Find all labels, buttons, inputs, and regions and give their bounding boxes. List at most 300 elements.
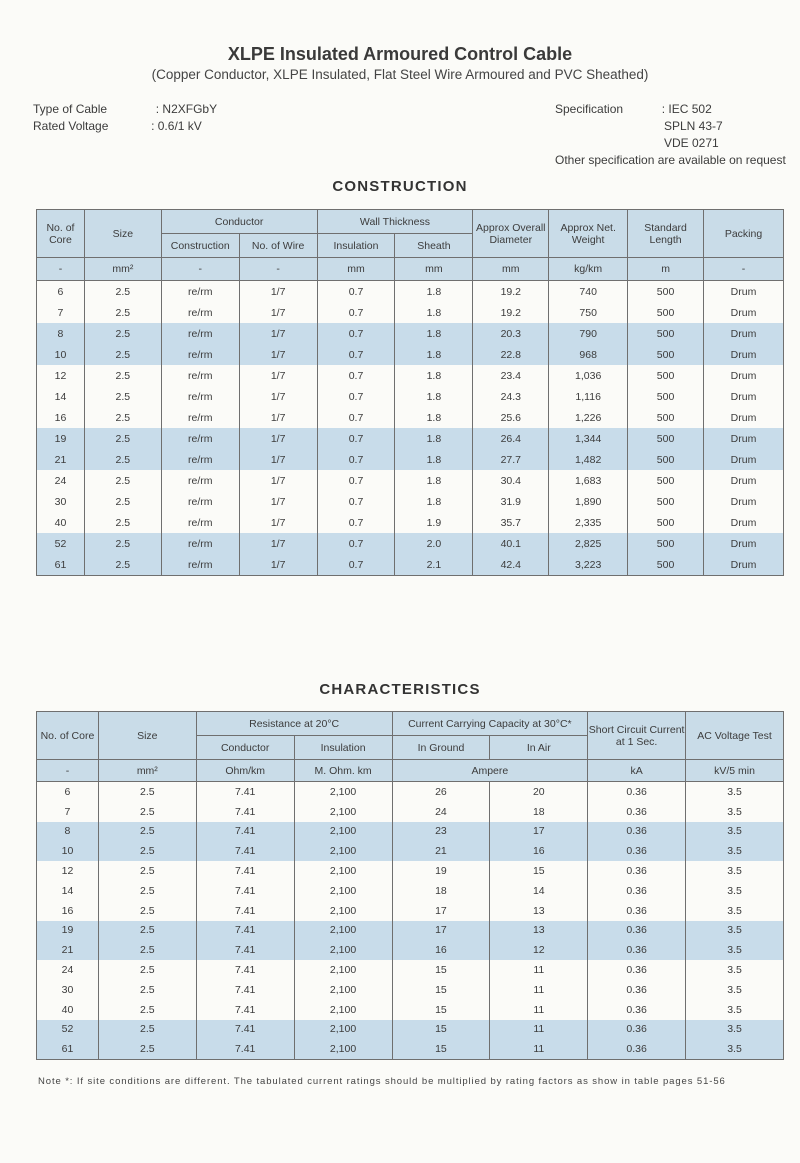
table-cell: Drum	[704, 407, 784, 428]
table-cell: 15	[490, 861, 588, 881]
table-cell: 1.8	[395, 407, 473, 428]
table-cell: 11	[490, 960, 588, 980]
col-group-conductor: Conductor	[161, 210, 317, 234]
table-cell: 2.5	[84, 407, 161, 428]
table-cell: 19	[37, 921, 99, 941]
table-cell: 500	[628, 344, 704, 365]
table-cell: 42.4	[473, 554, 549, 576]
table-row	[37, 428, 784, 449]
unit-current: Ampere	[392, 760, 588, 782]
unit-no-of-core: -	[37, 760, 99, 782]
col-no-of-wire: No. of Wire	[239, 234, 317, 258]
table-cell: 27.7	[473, 449, 549, 470]
table-cell: 10	[37, 841, 99, 861]
table-cell: 20	[490, 782, 588, 802]
col-insulation: Insulation	[294, 736, 392, 760]
table-cell: Drum	[704, 281, 784, 303]
table-cell: 1.8	[395, 449, 473, 470]
table-cell: 14	[37, 386, 85, 407]
table-cell: 2,825	[549, 533, 628, 554]
col-short-circuit: Short Circuit Current at 1 Sec.	[588, 712, 686, 760]
table-row	[37, 386, 784, 407]
table-cell: 0.36	[588, 782, 686, 802]
table-cell: 3.5	[686, 980, 784, 1000]
unit-conductor: Ohm/km	[196, 760, 294, 782]
table-cell: 0.7	[317, 554, 395, 576]
table-cell: 61	[37, 1039, 99, 1059]
table-cell: 18	[392, 881, 490, 901]
table-cell: 0.7	[317, 386, 395, 407]
table-cell: 3.5	[686, 841, 784, 861]
table-cell: 0.7	[317, 533, 395, 554]
table-cell: 0.7	[317, 512, 395, 533]
table-cell: 1.8	[395, 323, 473, 344]
table-cell: 790	[549, 323, 628, 344]
table-cell: 3.5	[686, 861, 784, 881]
table-cell: 1,683	[549, 470, 628, 491]
col-packing: Packing	[704, 210, 784, 258]
table-cell: 500	[628, 365, 704, 386]
table-cell: 2,100	[294, 980, 392, 1000]
table-cell: 500	[628, 281, 704, 303]
table-cell: Drum	[704, 449, 784, 470]
table-cell: 2.5	[84, 512, 161, 533]
unit-ac-voltage: kV/5 min	[686, 760, 784, 782]
table-cell: 40	[37, 1000, 99, 1020]
table-cell: Drum	[704, 344, 784, 365]
table-cell: 0.36	[588, 980, 686, 1000]
unit-sheath: mm	[395, 258, 473, 281]
table-cell: 2.5	[98, 921, 196, 941]
col-length: Standard Length	[628, 210, 704, 258]
table-row	[37, 822, 784, 842]
table-cell: 0.7	[317, 449, 395, 470]
table-cell: 500	[628, 323, 704, 344]
table-cell: 500	[628, 302, 704, 323]
table-row	[37, 1020, 784, 1040]
table-cell: 0.36	[588, 1000, 686, 1020]
table-cell: 1.8	[395, 428, 473, 449]
table-cell: 7.41	[196, 1039, 294, 1059]
table-cell: 2.5	[84, 491, 161, 512]
table-cell: re/rm	[161, 407, 239, 428]
col-insulation: Insulation	[317, 234, 395, 258]
table-cell: 2.5	[98, 1000, 196, 1020]
table-cell: 30	[37, 491, 85, 512]
table-cell: 7.41	[196, 881, 294, 901]
table-cell: 7.41	[196, 1000, 294, 1020]
table-cell: 24	[392, 802, 490, 822]
table-cell: 2.5	[84, 365, 161, 386]
table-cell: 7.41	[196, 841, 294, 861]
table-row	[37, 901, 784, 921]
table-row	[37, 881, 784, 901]
table-cell: 30.4	[473, 470, 549, 491]
table-cell: 1/7	[239, 554, 317, 576]
col-ac-voltage: AC Voltage Test	[686, 712, 784, 760]
table-cell: 23	[392, 822, 490, 842]
unit-weight: kg/km	[549, 258, 628, 281]
table-cell: 1/7	[239, 512, 317, 533]
table-cell: re/rm	[161, 323, 239, 344]
table-cell: 23.4	[473, 365, 549, 386]
unit-construction: -	[161, 258, 239, 281]
table-cell: 12	[37, 365, 85, 386]
table-cell: 40.1	[473, 533, 549, 554]
col-group-wall-thickness: Wall Thickness	[317, 210, 473, 234]
cable-type-row	[33, 101, 217, 118]
table-row	[37, 533, 784, 554]
table-cell: 3.5	[686, 960, 784, 980]
construction-table	[36, 209, 784, 576]
table-cell: 1.8	[395, 386, 473, 407]
table-cell: re/rm	[161, 512, 239, 533]
table-row	[37, 940, 784, 960]
table-cell: 500	[628, 533, 704, 554]
table-cell: 0.7	[317, 365, 395, 386]
table-cell: 11	[490, 1000, 588, 1020]
table-cell: 16	[392, 940, 490, 960]
table-cell: 17	[392, 901, 490, 921]
unit-packing: -	[704, 258, 784, 281]
table-cell: 19	[392, 861, 490, 881]
spec-right	[555, 101, 786, 169]
table-cell: 2,100	[294, 861, 392, 881]
rated-voltage-row	[33, 118, 217, 135]
table-cell: 13	[490, 921, 588, 941]
characteristics-table	[36, 711, 784, 1060]
table-cell: 52	[37, 533, 85, 554]
table-cell: 2.5	[98, 881, 196, 901]
table-cell: 2.0	[395, 533, 473, 554]
table-cell: 3,223	[549, 554, 628, 576]
table-cell: 24.3	[473, 386, 549, 407]
table-cell: 8	[37, 323, 85, 344]
table-cell: 2.5	[98, 960, 196, 980]
table-cell: 3.5	[686, 802, 784, 822]
table-cell: 0.36	[588, 1039, 686, 1059]
table-cell: re/rm	[161, 554, 239, 576]
table-cell: 1.9	[395, 512, 473, 533]
table-cell: 2,100	[294, 901, 392, 921]
table-cell: 15	[392, 1020, 490, 1040]
table-cell: 14	[490, 881, 588, 901]
table-cell: 1,890	[549, 491, 628, 512]
table-cell: 1/7	[239, 407, 317, 428]
table-cell: 7.41	[196, 901, 294, 921]
table-cell: re/rm	[161, 428, 239, 449]
table-cell: 0.7	[317, 407, 395, 428]
table-cell: 12	[490, 940, 588, 960]
table-cell: 7.41	[196, 960, 294, 980]
table-cell: 740	[549, 281, 628, 303]
table-row	[37, 841, 784, 861]
table-cell: 12	[37, 861, 99, 881]
unit-size: mm²	[84, 258, 161, 281]
table-cell: 1,036	[549, 365, 628, 386]
col-group-current: Current Carrying Capacity at 30°C*	[392, 712, 588, 736]
table-cell: 15	[392, 1039, 490, 1059]
table-cell: 2.5	[98, 1020, 196, 1040]
spec-value-2: SPLN 43-7	[664, 119, 723, 133]
table-cell: 0.7	[317, 470, 395, 491]
table-cell: 2.5	[98, 822, 196, 842]
table-cell: re/rm	[161, 533, 239, 554]
table-cell: 1/7	[239, 302, 317, 323]
table-cell: 2.5	[98, 980, 196, 1000]
table-row	[37, 782, 784, 802]
table-cell: 1.8	[395, 491, 473, 512]
table-cell: 15	[392, 980, 490, 1000]
table-cell: 26.4	[473, 428, 549, 449]
table-cell: 2,100	[294, 881, 392, 901]
table-cell: 2,335	[549, 512, 628, 533]
table-cell: 31.9	[473, 491, 549, 512]
table-cell: 3.5	[686, 782, 784, 802]
table-cell: 7.41	[196, 940, 294, 960]
table-cell: 2.5	[84, 428, 161, 449]
table-cell: 1.8	[395, 281, 473, 303]
table-cell: 3.5	[686, 822, 784, 842]
table-cell: 1/7	[239, 386, 317, 407]
table-cell: 2.5	[84, 302, 161, 323]
table-cell: 2.5	[84, 449, 161, 470]
table-cell: 26	[392, 782, 490, 802]
table-cell: 0.36	[588, 921, 686, 941]
rated-voltage-value: : 0.6/1 kV	[151, 119, 202, 133]
spec-line-1	[555, 101, 786, 118]
table-cell: 7.41	[196, 980, 294, 1000]
table-cell: 3.5	[686, 1039, 784, 1059]
table-cell: 2,100	[294, 1039, 392, 1059]
table-cell: 0.7	[317, 344, 395, 365]
page-subtitle: (Copper Conductor, XLPE Insulated, Flat Steel Wire Armoured and PVC Sheathed)	[151, 67, 649, 82]
table-cell: re/rm	[161, 344, 239, 365]
table-cell: re/rm	[161, 302, 239, 323]
table-cell: Drum	[704, 554, 784, 576]
table-cell: 7	[37, 802, 99, 822]
table-cell: 24	[37, 470, 85, 491]
table-cell: Drum	[704, 470, 784, 491]
table-cell: 0.36	[588, 802, 686, 822]
table-cell: 2.5	[84, 554, 161, 576]
table-row	[37, 802, 784, 822]
table-row	[37, 302, 784, 323]
table-cell: 500	[628, 470, 704, 491]
table-cell: 7.41	[196, 802, 294, 822]
table-cell: 1,482	[549, 449, 628, 470]
table-row	[37, 512, 784, 533]
table-cell: 2.1	[395, 554, 473, 576]
table-cell: 750	[549, 302, 628, 323]
col-no-of-core: No. of Core	[37, 210, 85, 258]
table-cell: 500	[628, 386, 704, 407]
col-weight: Approx Net. Weight	[549, 210, 628, 258]
table-cell: 1/7	[239, 323, 317, 344]
table-cell: 1/7	[239, 428, 317, 449]
table-cell: 1/7	[239, 365, 317, 386]
table-cell: 3.5	[686, 921, 784, 941]
table-cell: 16	[37, 407, 85, 428]
table-row	[37, 449, 784, 470]
unit-size: mm²	[98, 760, 196, 782]
table-cell: 7.41	[196, 921, 294, 941]
table-cell: 0.7	[317, 281, 395, 303]
table-cell: 2,100	[294, 1020, 392, 1040]
table-cell: 3.5	[686, 940, 784, 960]
unit-short-circuit: kA	[588, 760, 686, 782]
table-cell: 1/7	[239, 491, 317, 512]
table-cell: Drum	[704, 386, 784, 407]
col-no-of-core: No. of Core	[37, 712, 99, 760]
table-row	[37, 323, 784, 344]
table-cell: 2,100	[294, 782, 392, 802]
table-cell: 2.5	[84, 344, 161, 365]
table-cell: 2.5	[84, 281, 161, 303]
col-size: Size	[84, 210, 161, 258]
table-cell: 1/7	[239, 449, 317, 470]
table-cell: 2.5	[84, 386, 161, 407]
table-cell: 11	[490, 980, 588, 1000]
table-row	[37, 921, 784, 941]
table-cell: 1/7	[239, 281, 317, 303]
table-cell: 500	[628, 428, 704, 449]
table-row	[37, 470, 784, 491]
table-cell: 0.7	[317, 302, 395, 323]
table-row	[37, 281, 784, 303]
table-cell: 500	[628, 554, 704, 576]
table-cell: 0.7	[317, 428, 395, 449]
table-cell: 40	[37, 512, 85, 533]
table-cell: 1.8	[395, 344, 473, 365]
table-cell: re/rm	[161, 491, 239, 512]
spec-label: Specification	[555, 102, 624, 116]
table-cell: 61	[37, 554, 85, 576]
table-cell: 14	[37, 881, 99, 901]
table-cell: 19	[37, 428, 85, 449]
table-row	[37, 365, 784, 386]
spec-value-3: VDE 0271	[664, 136, 719, 150]
table-cell: Drum	[704, 428, 784, 449]
table-cell: Drum	[704, 491, 784, 512]
table-cell: 1,226	[549, 407, 628, 428]
table-cell: 24	[37, 960, 99, 980]
table-cell: 1/7	[239, 533, 317, 554]
table-cell: 18	[490, 802, 588, 822]
table-cell: 2.5	[98, 782, 196, 802]
construction-heading: CONSTRUCTION	[332, 178, 468, 195]
table-row	[37, 861, 784, 881]
unit-diameter: mm	[473, 258, 549, 281]
table-cell: re/rm	[161, 449, 239, 470]
table-cell: 17	[490, 822, 588, 842]
table-cell: 7.41	[196, 822, 294, 842]
table-cell: re/rm	[161, 281, 239, 303]
table-cell: 25.6	[473, 407, 549, 428]
table-cell: 7.41	[196, 1020, 294, 1040]
col-group-resistance: Resistance at 20°C	[196, 712, 392, 736]
unit-length: m	[628, 258, 704, 281]
table-cell: 21	[37, 940, 99, 960]
table-cell: re/rm	[161, 470, 239, 491]
table-row	[37, 1000, 784, 1020]
table-cell: 0.7	[317, 491, 395, 512]
table-row	[37, 344, 784, 365]
table-cell: 1.8	[395, 302, 473, 323]
table-cell: Drum	[704, 323, 784, 344]
table-cell: 7	[37, 302, 85, 323]
table-cell: 8	[37, 822, 99, 842]
table-row	[37, 491, 784, 512]
table-cell: Drum	[704, 512, 784, 533]
table-cell: 500	[628, 491, 704, 512]
table-cell: 20.3	[473, 323, 549, 344]
col-in-ground: In Ground	[392, 736, 490, 760]
table-cell: 6	[37, 782, 99, 802]
table-cell: Drum	[704, 533, 784, 554]
table-cell: 2.5	[84, 470, 161, 491]
table-cell: re/rm	[161, 386, 239, 407]
table-cell: 2.5	[84, 323, 161, 344]
col-sheath: Sheath	[395, 234, 473, 258]
col-conductor: Conductor	[196, 736, 294, 760]
table-cell: 22.8	[473, 344, 549, 365]
table-cell: 0.36	[588, 960, 686, 980]
table-cell: 0.36	[588, 1020, 686, 1040]
page-title: XLPE Insulated Armoured Control Cable	[227, 44, 573, 64]
table-cell: 1,116	[549, 386, 628, 407]
cable-type-label: Type of Cable	[33, 102, 108, 116]
table-cell: 2,100	[294, 802, 392, 822]
table-cell: 500	[628, 512, 704, 533]
table-cell: 0.36	[588, 822, 686, 842]
col-in-air: In Air	[490, 736, 588, 760]
table-cell: 0.36	[588, 841, 686, 861]
table-cell: 0.36	[588, 940, 686, 960]
table-cell: 15	[392, 1000, 490, 1020]
unit-no-of-core: -	[37, 258, 85, 281]
table-cell: 11	[490, 1039, 588, 1059]
unit-insulation: M. Ohm. km	[294, 760, 392, 782]
table-cell: 7.41	[196, 782, 294, 802]
col-size: Size	[98, 712, 196, 760]
table-row	[37, 1039, 784, 1059]
table-cell: 500	[628, 449, 704, 470]
table-cell: 6	[37, 281, 85, 303]
table-cell: 13	[490, 901, 588, 921]
table-cell: 1.8	[395, 470, 473, 491]
col-construction: Construction	[161, 234, 239, 258]
table-cell: 16	[490, 841, 588, 861]
table-cell: 21	[37, 449, 85, 470]
table-cell: 35.7	[473, 512, 549, 533]
table-cell: 17	[392, 921, 490, 941]
col-diameter: Approx Overall Diameter	[473, 210, 549, 258]
table-cell: 7.41	[196, 861, 294, 881]
table-cell: 2,100	[294, 1000, 392, 1020]
spec-value-1: : IEC 502	[661, 102, 712, 116]
table-cell: 0.7	[317, 323, 395, 344]
footnote: Note *: If site conditions are different. The tabulated current ratings should be multiplied by rating factors as show in table pages 51-56	[38, 1076, 726, 1087]
table-cell: 19.2	[473, 281, 549, 303]
table-cell: 2,100	[294, 940, 392, 960]
unit-no-of-wire: -	[239, 258, 317, 281]
table-cell: 1.8	[395, 365, 473, 386]
table-cell: 0.36	[588, 881, 686, 901]
unit-insulation: mm	[317, 258, 395, 281]
table-cell: re/rm	[161, 365, 239, 386]
spec-note: Other specification are available on request	[555, 153, 786, 167]
